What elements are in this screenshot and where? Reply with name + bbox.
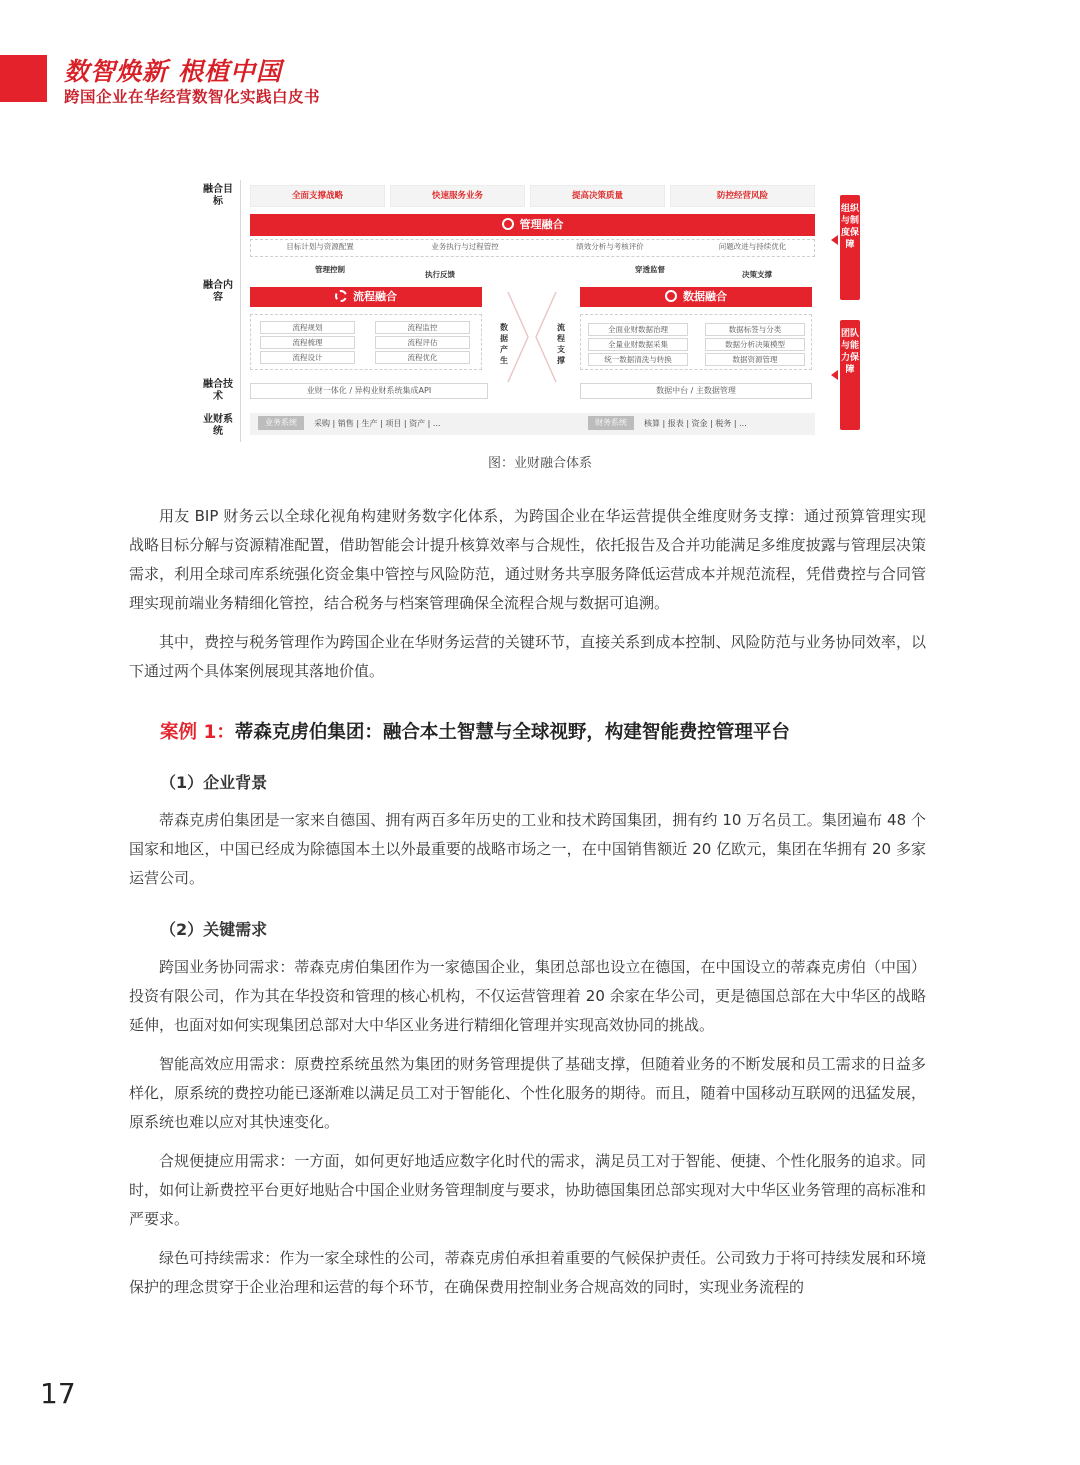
header-red-block: [0, 55, 47, 102]
process-integration-label: 流程融合: [353, 290, 397, 303]
goal-box: 防控经营风险: [670, 185, 815, 207]
data-integration-bar: [580, 287, 812, 307]
paragraph-requirement-intelligent: 智能高效应用需求：原费控系统虽然为集团的财务管理提供了基础支撑，但随着业务的不断发展和员工需求的日益多样化，原系统的费控功能已逐渐难以满足员工对于智能化、个性化服务的期待。而且，随着中国移动互联网的迅猛发展，原系统也难以应对其快速变化。: [129, 1055, 926, 1131]
slogan-part-1: 数智焕新: [64, 57, 169, 86]
process-integration-bar: [250, 287, 482, 307]
row-label-systems: 业财系统: [203, 414, 233, 437]
tech-data-platform: 数据中台 / 主数据管理: [580, 383, 812, 399]
process-item: 流程评估: [375, 336, 470, 349]
goal-box: 全面支撑战略: [250, 185, 385, 207]
business-systems: [258, 413, 441, 435]
process-item: 流程设计: [260, 351, 355, 364]
label-management-control: 管理控制: [315, 265, 345, 274]
row-label-goal: 融合目标: [203, 184, 233, 207]
page-number: 17: [40, 1377, 76, 1410]
paragraph-transition: 其中，费控与税务管理作为跨国企业在华财务运营的关键环节，直接关系到成本控制、风险防范与业务协同效率，以下通过两个具体案例展现其落地价值。: [129, 633, 926, 680]
paragraph-requirement-sustainability: 绿色可持续需求：作为一家全球性的公司，蒂森克虏伯承担着重要的气候保护责任。公司致力于将可持续发展和环境保护的理念贯穿于企业治理和运营的每个环节，在确保费用控制业务合规高效的同时，实现业务流程的: [129, 1249, 926, 1296]
row-label-tech: 融合技术: [203, 379, 233, 402]
process-support-label: 流程支撑: [557, 323, 565, 365]
side-bar-organization: 组织与制度保障: [840, 195, 860, 300]
finance-system-items: 核算 | 报表 | 资金 | 税务 | ...: [644, 419, 747, 428]
management-item: 绩效分析与考核评价: [545, 242, 675, 254]
header-slogan: [64, 52, 282, 88]
figure-caption: 图：业财融合体系: [487, 456, 592, 471]
data-produce-label: 数据产生: [500, 323, 508, 365]
management-item: 业务执行与过程管控: [400, 242, 530, 254]
data-item: 全量业财数据采集: [588, 338, 688, 351]
goal-box: 快速服务业务: [390, 185, 525, 207]
management-item: 目标计划与资源配置: [255, 242, 385, 254]
side-arrow: [831, 235, 838, 245]
business-system-items: 采购 | 销售 | 生产 | 项目 | 资产 | ...: [314, 419, 441, 428]
finance-system-tag: 财务系统: [588, 416, 634, 430]
process-item: 流程优化: [375, 351, 470, 364]
case-title: [160, 718, 790, 744]
paragraph-intro: 用友 BIP 财务云以全球化视角构建财务数字化体系，为跨国企业在华运营提供全维度财务支撑：通过预算管理实现战略目标分解与资源精准配置，借助智能会计提升核算效率与合规性，依托报告及合并功能满足多维度披露与管理层决策需求，利用全球司库系统强化资金集中管控与风险防范，通过财务共享服务降低运营成本并规范流程，凭借费控与合同管理实现前端业务精细化管控，结合税务与档案管理确保全流程合规与数据可追溯。: [129, 507, 926, 612]
header-subtitle: 跨国企业在华经营数智化实践白皮书: [64, 88, 321, 106]
process-item: 流程监控: [375, 321, 470, 334]
target-icon: [502, 218, 514, 230]
data-integration-label: 数据融合: [683, 290, 727, 303]
data-item: 统一数据清洗与转换: [588, 353, 688, 366]
tech-integration-api: 业财一体化 / 异构业财系统集成API: [250, 383, 488, 399]
label-execution-feedback: 执行反馈: [425, 270, 455, 279]
business-system-tag: 业务系统: [258, 416, 304, 430]
process-icon: [335, 290, 347, 302]
process-item: 流程梳理: [260, 336, 355, 349]
section-title-requirements: （2）关键需求: [160, 920, 268, 939]
row-label-divider: [240, 180, 241, 442]
data-item: 数据资源管理: [705, 353, 805, 366]
case-number: 案例 1：: [160, 722, 235, 743]
management-integration-bar: [250, 214, 815, 236]
data-item: 全面业财数据治理: [588, 323, 688, 336]
data-icon: [665, 290, 677, 302]
row-label-content: 融合内容: [203, 280, 233, 303]
business-finance-integration-diagram: [200, 180, 865, 442]
finance-systems: [588, 413, 747, 435]
label-decision-support: 决策支撑: [742, 270, 772, 279]
section-title-background: （1）企业背景: [160, 773, 268, 792]
slogan-part-2: 根植中国: [178, 57, 283, 86]
management-integration-label: 管理融合: [519, 218, 564, 231]
data-item: 数据标签与分类: [705, 323, 805, 336]
process-item: 流程规划: [260, 321, 355, 334]
management-item: 问题改进与持续优化: [695, 242, 810, 254]
side-bar-team: 团队与能力保障: [840, 320, 860, 430]
side-arrow: [831, 370, 838, 380]
paragraph-requirement-collaboration: 跨国业务协同需求：蒂森克虏伯集团作为一家德国企业，集团总部也设立在德国，在中国设立的蒂森克虏伯（中国）投资有限公司，作为其在华投资和管理的核心机构，不仅运营管理着 20 余家在华公司，更是德国总部在大中华区的战略延伸，也面对如何实现集团总部对大中华区业务进行精细化管理并实现高效协同的挑战。: [129, 958, 926, 1034]
paragraph-requirement-compliance: 合规便捷应用需求：一方面，如何更好地适应数字化时代的需求，满足员工对于智能、便捷、个性化服务的追求。同时，如何让新费控平台更好地贴合中国企业财务管理制度与要求，协助德国集团总部实现对大中华区业务管理的高标准和严要求。: [129, 1152, 926, 1228]
case-title-text: 蒂森克虏伯集团：融合本土智慧与全球视野，构建智能费控管理平台: [234, 722, 790, 743]
paragraph-background: 蒂森克虏伯集团是一家来自德国、拥有两百多年历史的工业和技术跨国集团，拥有约 10 万名员工。集团遍布 48 个国家和地区，中国已经成为除德国本土以外最重要的战略市场之一，在中国销售额近 20 亿欧元，集团在华拥有 20 多家运营公司。: [129, 811, 926, 887]
goal-box: 提高决策质量: [530, 185, 665, 207]
data-item: 数据分析决策模型: [705, 338, 805, 351]
label-penetrating-supervision: 穿透监督: [635, 265, 665, 274]
